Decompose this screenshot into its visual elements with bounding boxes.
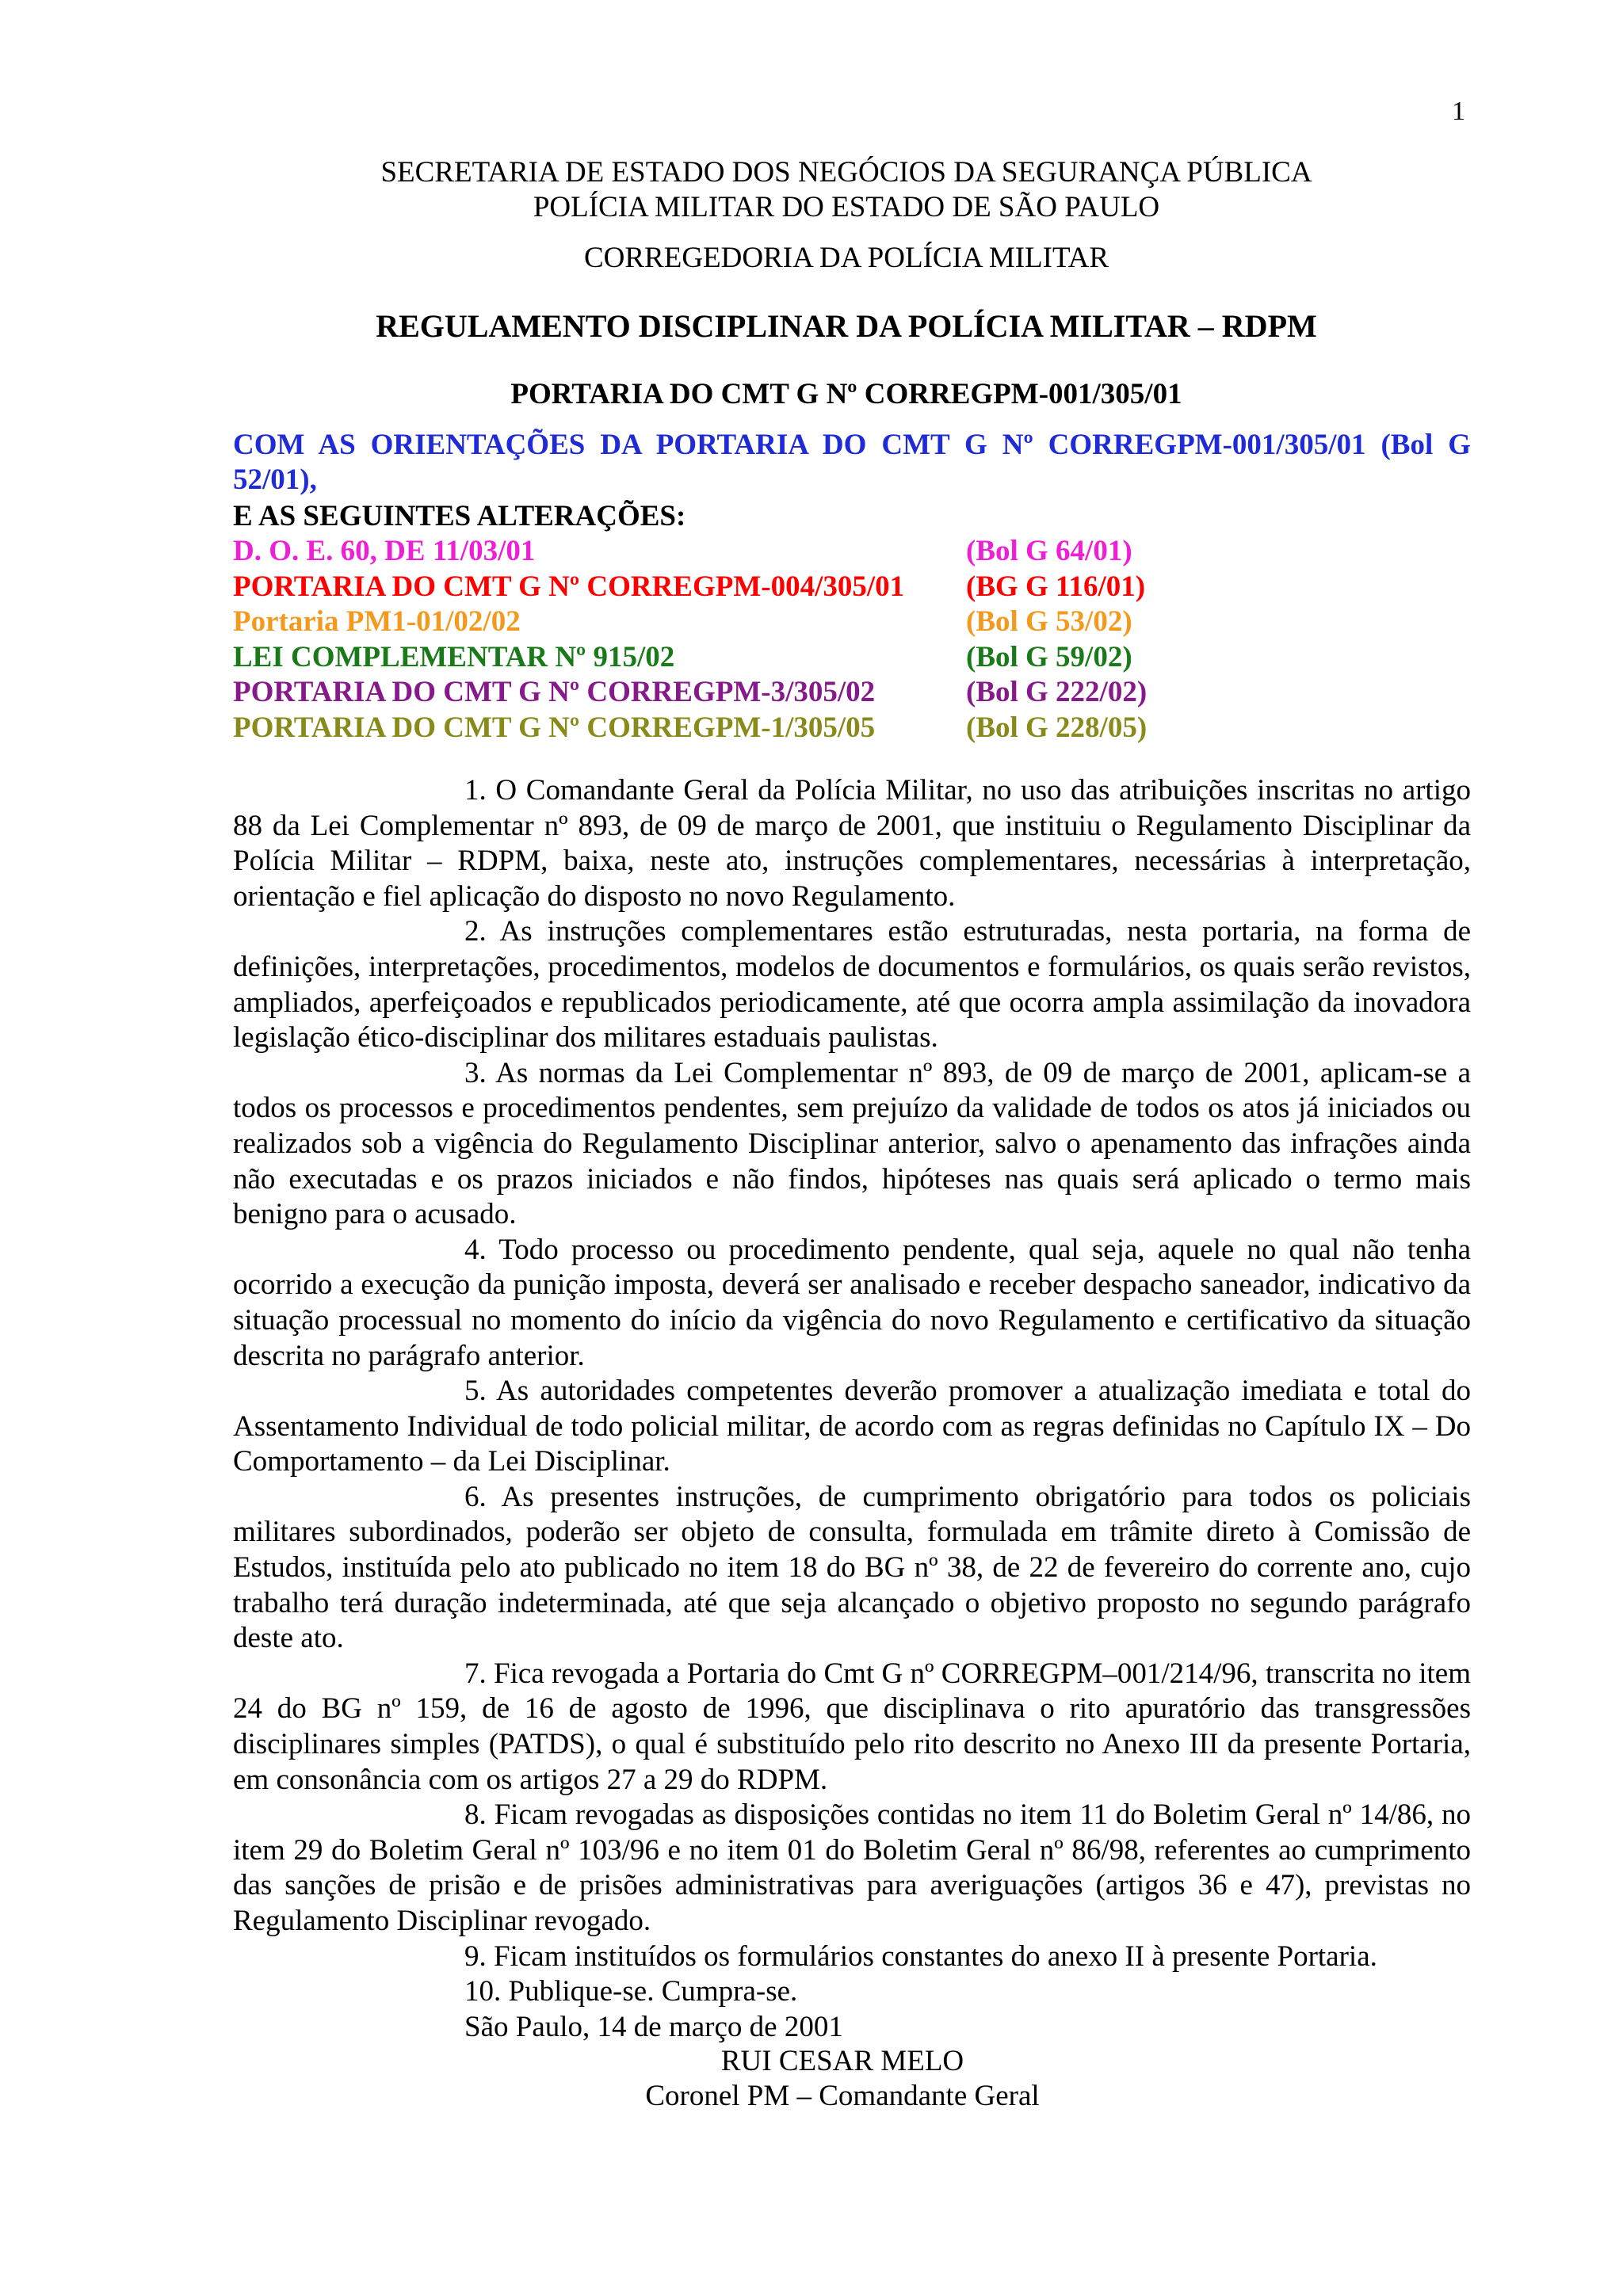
alteration-ref: (BG G 116/01): [966, 570, 1146, 603]
header-policia: POLÍCIA MILITAR DO ESTADO DE SÃO PAULO: [533, 191, 1160, 223]
signatory-role: Coronel PM – Comandante Geral: [645, 2080, 1040, 2112]
alteration-row: [233, 534, 1471, 570]
header-corregedoria: CORREGEDORIA DA POLÍCIA MILITAR: [583, 242, 1109, 274]
alteration-row: [233, 711, 1471, 746]
header-secretaria: SECRETARIA DE ESTADO DOS NEGÓCIOS DA SEGURANÇA PÚBLICA: [380, 156, 1312, 189]
paragraph: 6. As presentes instruções, de cumprimento obrigatório para todos os policiais militares subordinados, poderão ser objeto de consulta, formulada em trâmite direto à Comissão de Estudos, instituída pelo ato publicado no item 18 do BG nº 38, de 22 de fevereiro do corrente ano, cujo trabalho terá duração indeterminada, até que seja alcançado o objetivo proposto no segundo parágrafo deste ato.: [233, 1480, 1471, 1655]
signatory-name: RUI CESAR MELO: [720, 2045, 964, 2077]
alteration-ref: (Bol G 228/05): [966, 711, 1148, 744]
alterations-heading: E AS SEGUINTES ALTERAÇÕES:: [233, 500, 686, 532]
alteration-text: LEI COMPLEMENTAR Nº 915/02: [233, 640, 675, 673]
alteration-ref: (Bol G 222/02): [966, 676, 1148, 708]
page-number: 1: [1452, 97, 1465, 126]
portaria-heading: PORTARIA DO CMT G Nº CORREGPM-001/305/01: [510, 378, 1182, 410]
alteration-ref: (Bol G 53/02): [966, 605, 1132, 638]
alteration-row: [233, 605, 1471, 640]
place-date: São Paulo, 14 de março de 2001: [464, 2010, 843, 2043]
alteration-text: PORTARIA DO CMT G Nº CORREGPM-004/305/01: [233, 570, 905, 603]
paragraph: 2. As instruções complementares estão estruturadas, nesta portaria, na forma de definições, interpretações, procedimentos, modelos de documentos e formulários, os quais serão revistos, ampliados, aperfeiçoados e republicados periodicamente, até que ocorra ampla assimilação da inovadora legislação ético-disciplinar dos militares estaduais paulistas.: [233, 915, 1471, 1055]
paragraph: 5. As autoridades competentes deverão promover a atualização imediata e total do Assentamento Individual de todo policial militar, de acordo com as regras definidas no Capítulo IX – Do Comportamento – da Lei Disciplinar.: [233, 1375, 1471, 1478]
paragraph: 3. As normas da Lei Complementar nº 893, de 09 de março de 2001, aplicam-se a todos os processos e procedimentos pendentes, sem prejuízo da validade de todos os atos já iniciados ou realizados sob a vigência do Regulamento Disciplinar anterior, salvo o apenamento das infrações ainda não executadas e os prazos iniciados e não findos, hipóteses nas quais será aplicado o termo mais benigno para o acusado.: [233, 1056, 1471, 1231]
paragraph: 9. Ficam instituídos os formulários constantes do anexo II à presente Portaria.: [464, 1939, 1377, 1973]
document-header: [0, 155, 1623, 276]
document-body: [233, 773, 1471, 2045]
alteration-ref: (Bol G 64/01): [966, 535, 1132, 567]
alteration-ref: (Bol G 59/02): [966, 640, 1132, 673]
alteration-text: PORTARIA DO CMT G Nº CORREGPM-1/305/05: [233, 711, 876, 744]
paragraph: 4. Todo processo ou procedimento pendente, qual seja, aquele no qual não tenha ocorrido a execução da punição imposta, deverá ser analisado e receber despacho saneador, indicativo da situação processual no momento do início da vigência do novo Regulamento e certificativo da situação descrita no parágrafo anterior.: [233, 1233, 1471, 1372]
alteration-text: PORTARIA DO CMT G Nº CORREGPM-3/305/02: [233, 676, 876, 708]
alteration-row: [233, 640, 1471, 676]
alteration-row: [233, 675, 1471, 711]
alteration-text: Portaria PM1-01/02/02: [233, 605, 521, 638]
paragraph: 10. Publique-se. Cumpra-se.: [464, 1975, 798, 2008]
paragraph: 8. Ficam revogadas as disposições contidas no item 11 do Boletim Geral nº 14/86, no item 29 do Boletim Geral nº 103/96 e no item 01 do Boletim Geral nº 86/98, referentes ao cumprimento das sanções de prisão e de prisões administrativas para averiguações (artigos 36 e 47), previstas no Regulamento Disciplinar revogado.: [233, 1798, 1471, 1937]
signature-block: [0, 2044, 1623, 2114]
document-title: REGULAMENTO DISCIPLINAR DA POLÍCIA MILITAR – RDPM: [376, 308, 1317, 344]
orientation-note: COM AS ORIENTAÇÕES DA PORTARIA DO CMT G Nº CORREGPM-001/305/01 (Bol G 52/01),: [233, 429, 1471, 496]
alterations-list: [233, 534, 1471, 746]
alteration-row: [233, 570, 1471, 605]
alteration-text: D. O. E. 60, DE 11/03/01: [233, 535, 536, 567]
paragraph: 7. Fica revogada a Portaria do Cmt G nº CORREGPM–001/214/96, transcrita no item 24 do BG nº 159, de 16 de agosto de 1996, que disciplinava o rito apuratório das transgressões disciplinares simples (PATDS), o qual é substituído pelo rito descrito no Anexo III da presente Portaria, em consonância com os artigos 27 a 29 do RDPM.: [233, 1657, 1471, 1796]
paragraph: 1. O Comandante Geral da Polícia Militar, no uso das atribuições inscritas no artigo 88 da Lei Complementar nº 893, de 09 de março de 2001, que instituiu o Regulamento Disciplinar da Polícia Militar – RDPM, baixa, neste ato, instruções complementares, necessárias à interpretação, orientação e fiel aplicação do disposto no novo Regulamento.: [233, 774, 1471, 913]
